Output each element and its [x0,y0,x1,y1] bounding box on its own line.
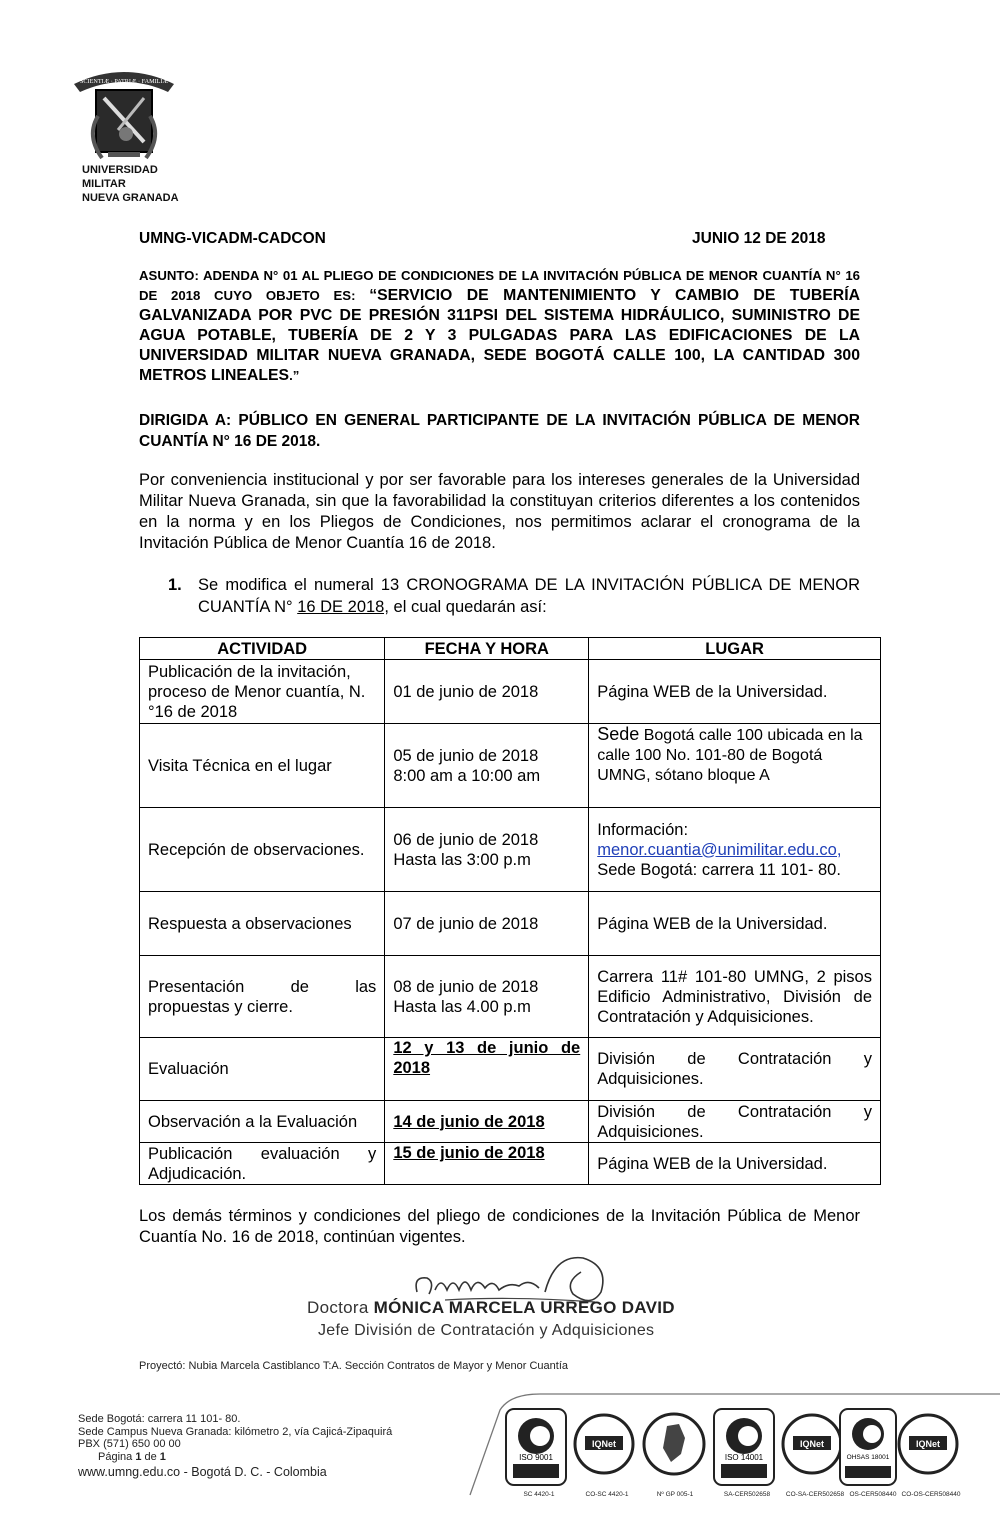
cell-actividad: Visita Técnica en el lugar [140,724,385,808]
addressed-to: DIRIGIDA A: PÚBLICO EN GENERAL PARTICIPANTE DE LA INVITACIÓN PÚBLICA DE MENOR CUANTÍA N° 16 DE 2018. [139,412,860,450]
cell-fecha: 14 de junio de 2018 [385,1101,589,1143]
cell-lugar: Página WEB de la Universidad. [589,892,881,956]
cell-lugar: Carrera 11# 101-80 UMNG, 2 pisos Edificio Administrativo, División de Contratación y Adquisiciones. [589,956,881,1038]
icontec-iso14001-icon: ISO 14001 SA-CER502658 [713,1408,775,1488]
closing-paragraph: Los demás términos y condiciones del pliego de condiciones de la Invitación Pública de Menor Cuantía No. 16 de 2018, continúan vigentes. [139,1207,860,1246]
cell-actividad: Evaluación [140,1038,385,1101]
iqnet-certified-icon: IQNet CO-SA-CER502658 [781,1408,843,1488]
table-row [140,1143,881,1185]
cell-lugar: Página WEB de la Universidad. [589,1143,881,1185]
footer-address: Sede Bogotá: carrera 11 101- 80. Sede Campus Nueva Granada: kilómetro 2, vía Cajicá-Zipaquirá PBX (571) 650 00 00 Página 1 de 1 [78,1413,393,1463]
svg-text:ISO 9001: ISO 9001 [519,1453,553,1462]
svg-text:IQNet: IQNet [591,1439,617,1449]
header-fecha: FECHA Y HORA [385,638,589,660]
item-number: 1. [168,576,182,594]
table-row [140,660,881,724]
cell-actividad: Publicación evaluación y Adjudicación. [140,1143,385,1185]
cell-fecha: 07 de junio de 2018 [385,892,589,956]
schedule-table [139,637,881,1185]
iqnet-certified-icon: IQNet CO-OS-CER508440 [897,1408,959,1488]
signer-name: Doctora MÓNICA MARCELA URREGO DAVID [307,1298,675,1317]
gp-1000-icon: Nº GP 005-1 [641,1408,707,1488]
cell-lugar: División de Contratación y Adquisiciones. [589,1038,881,1101]
svg-text:ISO 14001: ISO 14001 [724,1453,764,1462]
prepared-by: Proyectó: Nubia Marcela Castiblanco T:A. Sección Contratos de Mayor y Menor Cuantía [139,1360,568,1372]
cell-actividad: Observación a la Evaluación [140,1101,385,1143]
cell-actividad: Respuesta a observaciones [140,892,385,956]
intro-paragraph: Por conveniencia institucional y por ser favorable para los intereses generales de la Universidad Militar Nueva Granada, sin que la favorabilidad la constituyan criterios diferentes a los contenidos en la norma y en los Pliegos de Condiciones, nos permitimos aclarar el cronograma de la Invitación Pública de Menor Cuantía 16 de 2018. [139,471,860,552]
certification-badges [505,1408,965,1498]
footer-website: www.umng.edu.co - Bogotá D. C. - Colombia [78,1465,327,1479]
item-text: Se modifica el numeral 13 CRONOGRAMA DE LA INVITACIÓN PÚBLICA DE MENOR CUANTÍA N° 16 DE 2018, el cual quedarán así: [198,576,860,616]
icontec-iso9001-icon: ISO 9001 SC 4420-1 [505,1408,567,1488]
table-row [140,892,881,956]
cell-fecha: 06 de junio de 2018 Hasta las 3:00 p.m [385,808,589,892]
cell-fecha: 05 de junio de 2018 8:00 am a 10:00 am [385,724,589,808]
cell-lugar: Información: menor.cuantia@unimilitar.edu.co, Sede Bogotá: carrera 11 101- 80. [589,808,881,892]
email-link[interactable]: menor.cuantia@unimilitar.edu.co, [597,840,842,859]
university-name: UNIVERSIDAD MILITAR NUEVA GRANADA [82,164,179,204]
cell-fecha: 01 de junio de 2018 [385,660,589,724]
header-actividad: ACTIVIDAD [140,638,385,660]
signer-role: Jefe División de Contratación y Adquisiciones [318,1322,655,1339]
icontec-ohsas-icon: OHSAS 18001 OS-CER508440 [839,1408,897,1488]
document-date: JUNIO 12 DE 2018 [692,230,826,247]
table-row [140,724,881,808]
table-row [140,1038,881,1101]
cell-fecha: 15 de junio de 2018 [385,1143,589,1185]
cell-lugar: Sede Bogotá calle 100 ubicada en la calle 100 No. 101-80 de Bogotá UMNG, sótano bloque A [589,724,881,808]
cell-lugar: Página WEB de la Universidad. [589,660,881,724]
table-row [140,1101,881,1143]
iqnet-certified-icon: IQNet CO-SC 4420-1 [573,1408,635,1488]
svg-text:IQNet: IQNet [799,1439,825,1449]
svg-text:OHSAS 18001: OHSAS 18001 [846,1454,890,1461]
page-number: Página 1 de 1 [98,1450,166,1463]
document-reference: UMNG-VICADM-CADCON [139,230,326,247]
cell-actividad: Publicación de la invitación, proceso de Menor cuantía, N.°16 de 2018 [140,660,385,724]
table-header-row [140,638,881,660]
cell-actividad: Recepción de observaciones. [140,808,385,892]
cell-actividad: Presentación de las propuestas y cierre. [140,956,385,1038]
cell-fecha: 12 y 13 de junio de 2018 [385,1038,589,1101]
svg-text:SCIENTIÆ · PATRIÆ · FAMILIÆ: SCIENTIÆ · PATRIÆ · FAMILIÆ [79,78,169,85]
table-row [140,956,881,1038]
table-row [140,808,881,892]
cell-lugar: División de Contratación y Adquisiciones. [589,1101,881,1143]
cell-fecha: 08 de junio de 2018 Hasta las 4.00 p.m [385,956,589,1038]
svg-text:IQNet: IQNet [915,1439,941,1449]
subject-paragraph: ASUNTO: ADENDA N° 01 AL PLIEGO DE CONDICIONES DE LA INVITACIÓN PÚBLICA DE MENOR CUANTÍA N° 16 DE 2018 CUYO OBJETO ES: “SERVICIO DE MANTENIMIENTO Y CAMBIO DE TUBERÍA GALVANIZADA POR PVC DE PRESIÓN 311PSI DEL SISTEMA HIDRÁULICO, SUMINISTRO DE AGUA POTABLE, TUBERÍA DE 2 Y 3 PULGADAS PARA LAS EDIFICACIONES DE LA UNIVERSIDAD MILITAR NUEVA GRANADA, SEDE BOGOTÁ CALLE 100, LA CANTIDAD 300 METROS LINEALES.” [139,268,860,384]
header-lugar: LUGAR [589,638,881,660]
